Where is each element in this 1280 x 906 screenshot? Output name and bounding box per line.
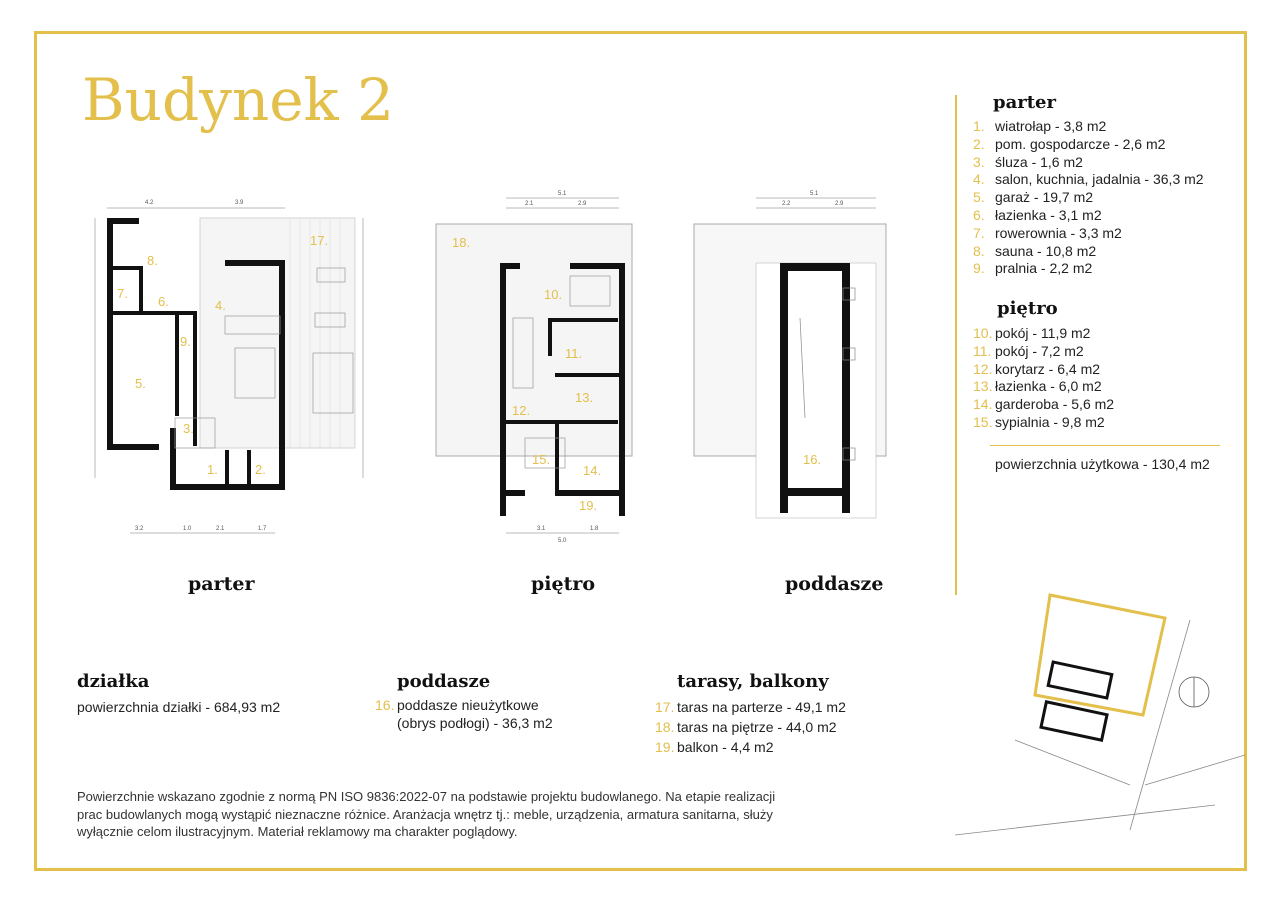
page-title: Budynek 2 [82, 66, 395, 134]
room-10-label: 10. [544, 287, 563, 302]
dzialka-title: działka [77, 671, 150, 692]
sidebar-parter-title: parter [993, 92, 1056, 113]
floor-plan-poddasze [690, 188, 910, 528]
tarasy-title: tarasy, balkony [677, 671, 829, 692]
dim-label: 1.0 [183, 526, 192, 532]
dim-label: 1.7 [258, 526, 267, 532]
list-item: 5. garaż - 19,7 m2 [973, 189, 1094, 206]
room-19-label: 19. [579, 498, 598, 513]
plan-label-pietro: piętro [531, 573, 596, 595]
room-8-label: 8. [147, 253, 158, 268]
site-map [955, 590, 1245, 850]
plan-label-parter: parter [188, 573, 255, 595]
list-item: 14. garderoba - 5,6 m2 [973, 396, 1115, 413]
floor-plan-parter [75, 188, 375, 538]
dim-label: 3.9 [235, 200, 244, 206]
dim-label: 5.1 [558, 191, 567, 197]
room-9-label: 9. [180, 334, 191, 349]
dim-label: 5.1 [810, 191, 819, 197]
room-5-label: 5. [135, 376, 146, 391]
room-4-label: 4. [215, 298, 226, 313]
room-15-label: 15. [532, 452, 551, 467]
floor-plan-pietro [410, 188, 650, 548]
room-11-label: 11. [565, 346, 583, 361]
room-18-label: 18. [452, 235, 471, 250]
list-item: 4. salon, kuchnia, jadalnia - 36,3 m2 [973, 171, 1204, 188]
dim-label: 2.1 [525, 201, 534, 207]
plan-label-poddasze: poddasze [785, 573, 884, 595]
room-12-label: 12. [512, 403, 531, 418]
list-item: 2. pom. gospodarcze - 2,6 m2 [973, 135, 1166, 152]
dim-label: 1.8 [590, 526, 599, 532]
list-item: 19. balkon - 4,4 m2 [655, 739, 774, 755]
pietro-room-list [973, 325, 1114, 432]
dim-label: 2.1 [216, 526, 225, 532]
list-item: 18. taras na piętrze - 44,0 m2 [655, 719, 837, 735]
list-item: 8. sauna - 10,8 m2 [973, 242, 1097, 259]
parter-room-list [973, 118, 1204, 278]
poddasze-info-title: poddasze [397, 671, 491, 692]
list-item: 12. korytarz - 6,4 m2 [973, 360, 1101, 377]
room-16-label: 16. [803, 452, 822, 467]
room-7-label: 7. [117, 286, 128, 301]
list-item: 11. pokój - 7,2 m2 [973, 342, 1084, 359]
list-item: 6. łazienka - 3,1 m2 [973, 206, 1102, 223]
dim-label: 2.9 [578, 201, 587, 207]
list-item: 10. pokój - 11,9 m2 [973, 325, 1091, 341]
dim-label: 2.2 [782, 201, 791, 207]
room-3-label: 3. [183, 421, 194, 436]
room-13-label: 13. [575, 390, 594, 405]
list-item: 7. rowerownia - 3,3 m2 [973, 224, 1122, 241]
tarasy-list [655, 697, 846, 757]
poddasze-info: 16. poddasze nieużytkowe (obrys podłogi) - 36,3 m2 [375, 697, 553, 731]
room-1-label: 1. [207, 462, 218, 477]
sidebar-divider [955, 95, 957, 595]
dim-label: 5.0 [558, 538, 567, 544]
dzialka-area: powierzchnia działki - 684,93 m2 [77, 699, 281, 715]
room-6-label: 6. [158, 294, 169, 309]
dim-label: 4.2 [145, 200, 154, 206]
total-area: powierzchnia użytkowa - 130,4 m2 [995, 456, 1210, 472]
list-item: 1. wiatrołap - 3,8 m2 [973, 118, 1107, 134]
room-14-label: 14. [583, 463, 602, 478]
dim-label: 3.1 [537, 526, 546, 532]
list-item: 13. łazienka - 6,0 m2 [973, 378, 1102, 395]
list-item: 9. pralnia - 2,2 m2 [973, 260, 1093, 277]
room-2-label: 2. [255, 462, 266, 477]
sidebar-rule [990, 445, 1220, 446]
list-item: 17. taras na parterze - 49,1 m2 [655, 699, 846, 715]
list-item: 15. sypialnia - 9,8 m2 [973, 413, 1105, 430]
disclaimer-note: Powierzchnie wskazano zgodnie z normą PN ISO 9836:2022-07 na podstawie projektu budowlanego. Na etapie realizacji prac budowlanych mogą wystąpić nieznaczne różnice. Aranżacja wnętrz tj.: meble, urządzenia, armatura sanitarna, służy wyłącznie celom ilustracyjnym. Materiał reklamowy ma charakter poglądowy. [77, 789, 776, 840]
list-item: 3. śluza - 1,6 m2 [973, 153, 1083, 170]
dim-label: 2.9 [835, 201, 844, 207]
room-17-label: 17. [310, 233, 329, 248]
dim-label: 3.2 [135, 526, 144, 532]
sidebar-pietro-title: piętro [997, 298, 1058, 319]
